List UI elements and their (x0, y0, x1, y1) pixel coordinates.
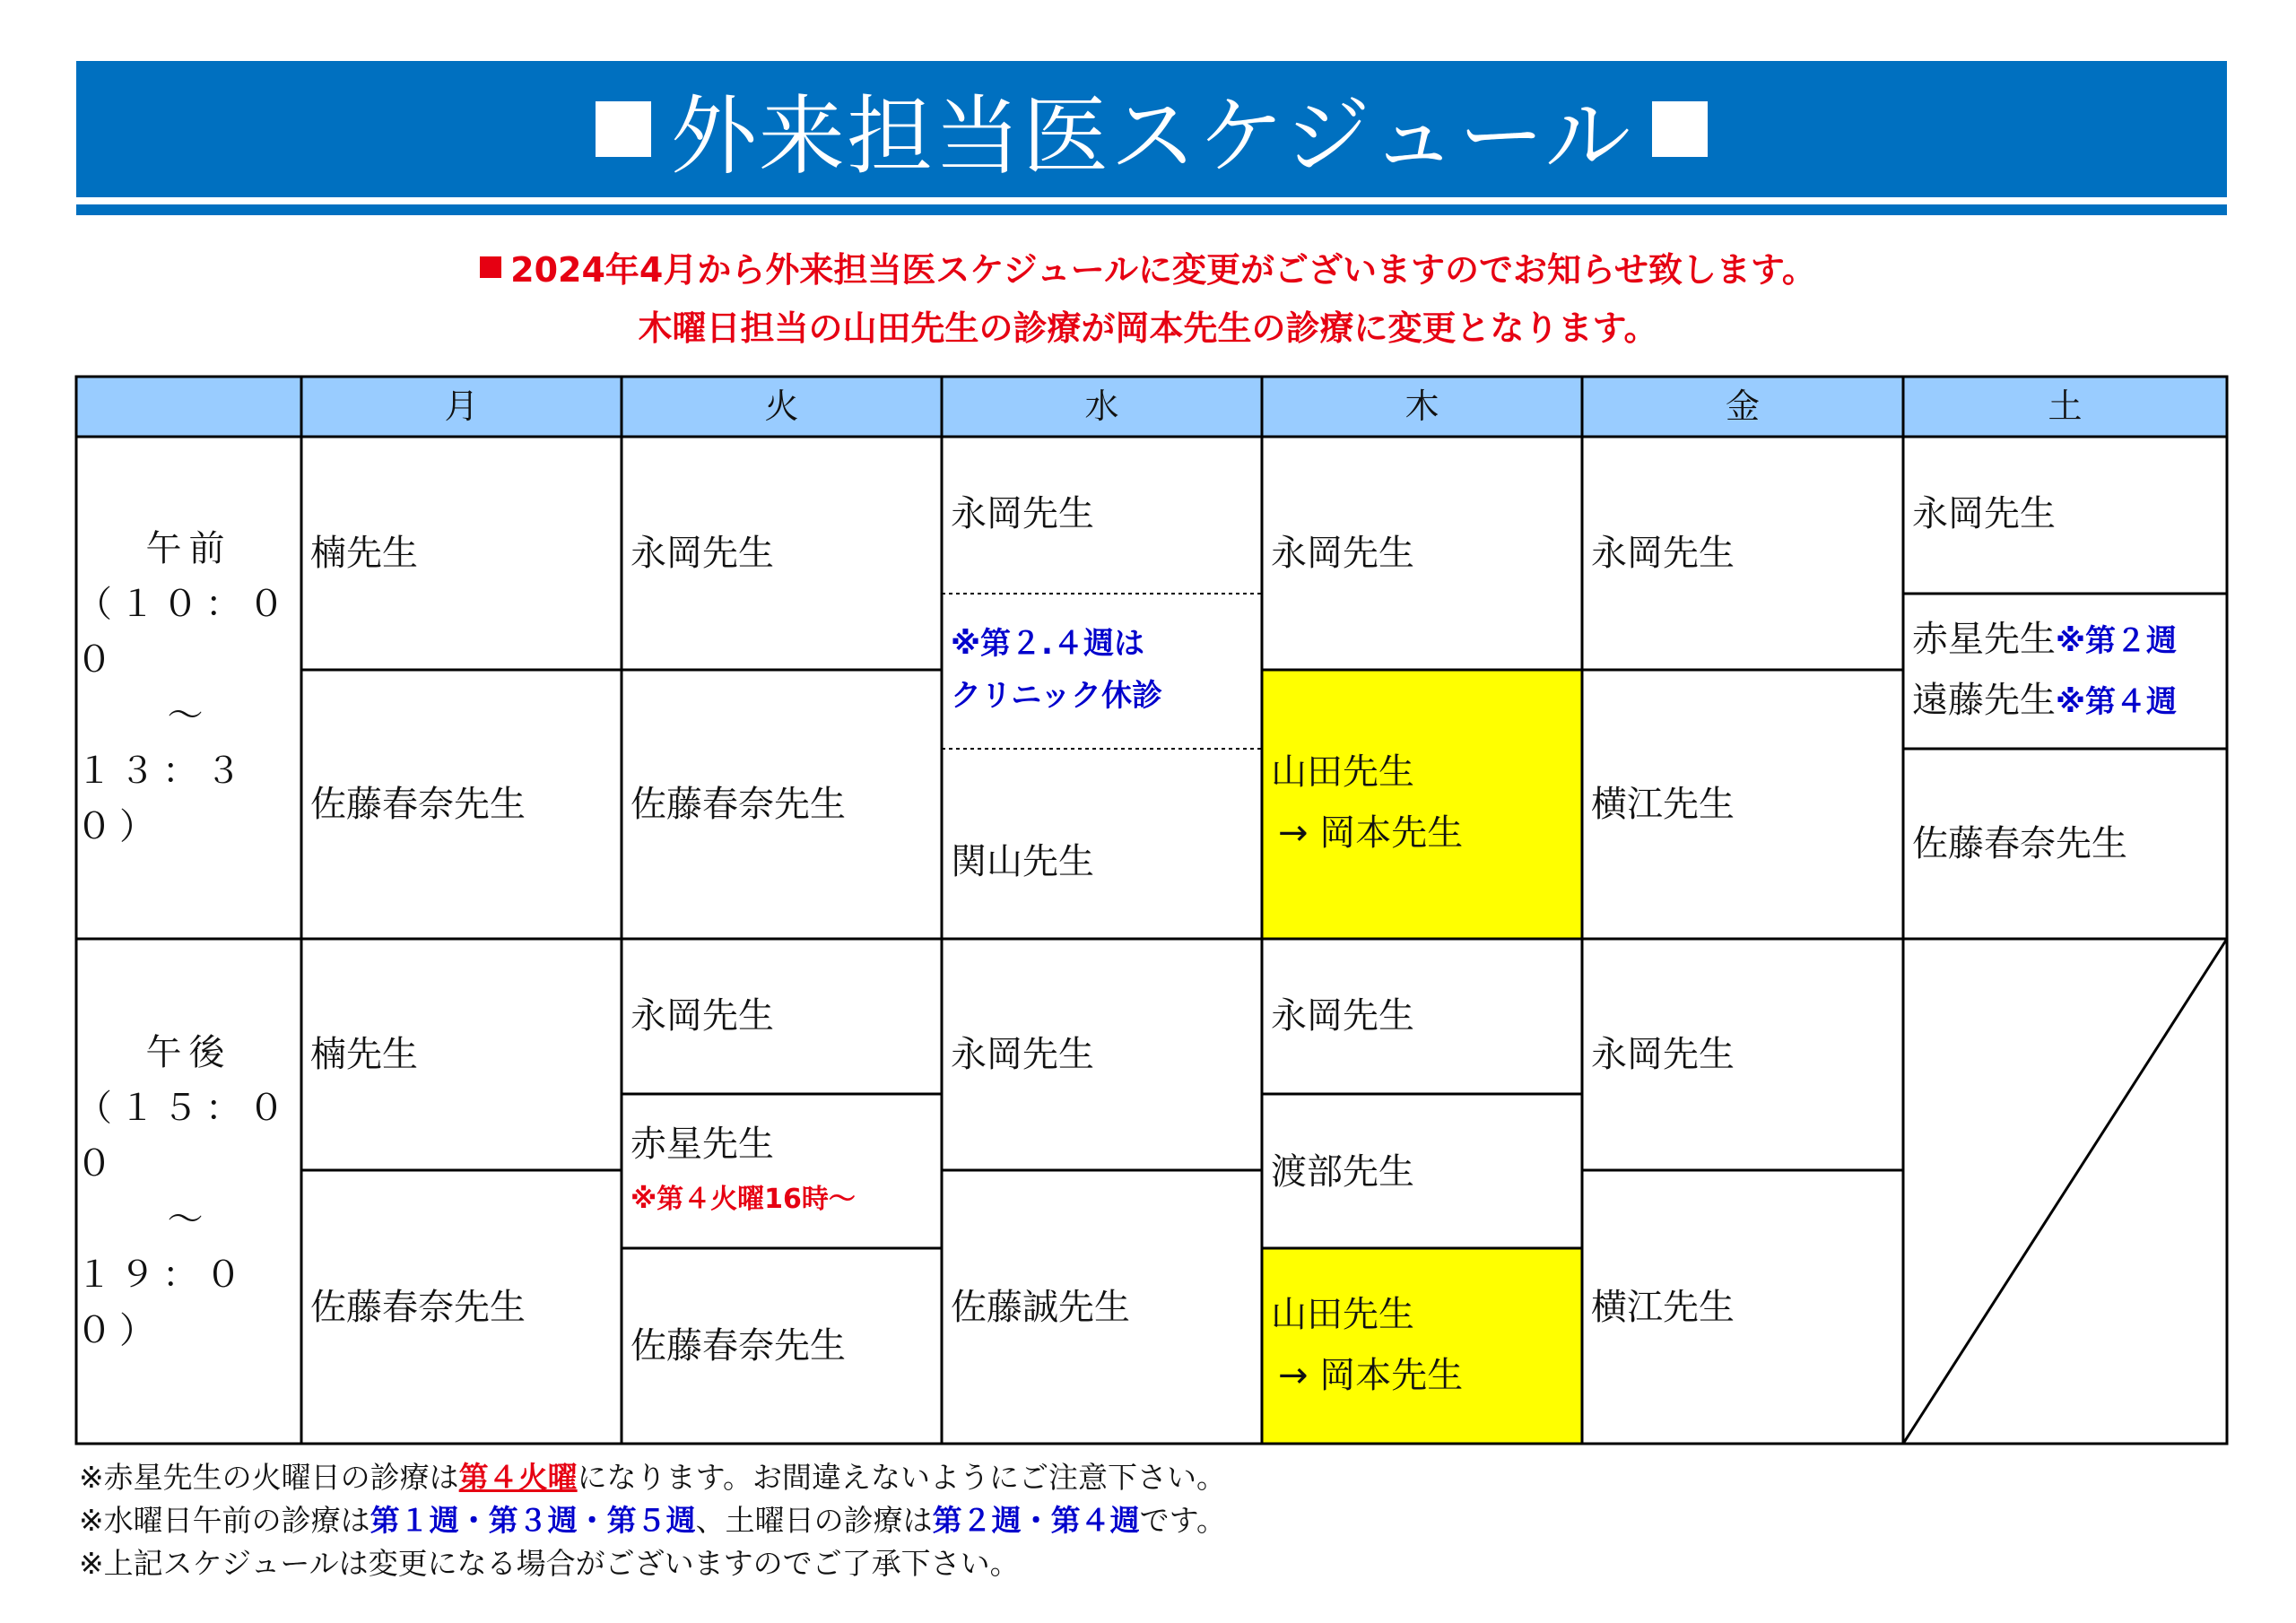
sat-am-doctor-2: 赤星先生 (1912, 619, 2056, 660)
fri-am-doctor-2: 横江先生 (1591, 784, 1735, 825)
footnote-1-c: になります。お間違えないようにご注意下さい。 (577, 1460, 1227, 1495)
period-morning-label: 午前 (145, 528, 232, 569)
mon-am-doctor-1: 楠先生 (310, 533, 418, 574)
header-day-tue: 火 (622, 377, 942, 437)
period-morning-end: １３：３０） (76, 751, 248, 847)
footnote-2 (79, 1497, 1226, 1540)
thu-pm-changed-to: → 岡本先生 (1278, 1355, 1464, 1396)
mon-pm-doctor-2: 佐藤春奈先生 (310, 1286, 526, 1328)
notice-text-2: 木曜日担当の山田先生の診療が岡本先生の診療に変更となります。 (638, 308, 1658, 348)
wed-am-doctor-1: 永岡先生 (951, 493, 1094, 534)
header-day-sat: 土 (1903, 377, 2227, 437)
sat-am-doctor-3: 遠藤先生 (1912, 680, 2056, 721)
sat-am-doctor-2-note: ※第２週 (2056, 623, 2178, 659)
mon-pm-doctor-1: 楠先生 (310, 1034, 418, 1075)
tue-pm-doctor-2-note: ※第４火曜16時～ (631, 1184, 856, 1215)
wed-am-note-line-2: クリニック休診 (951, 678, 1162, 714)
period-morning-start: （１０：００ (76, 584, 291, 681)
period-afternoon-label: 午後 (145, 1031, 232, 1073)
thu-am-changed-from: 山田先生 (1271, 751, 1414, 793)
tue-am-doctor-1: 永岡先生 (631, 533, 774, 574)
period-afternoon-tilde: ～ (167, 1198, 211, 1240)
footnote-2-c: 、土曜日の診療は (695, 1503, 933, 1538)
header-day-wed: 水 (942, 377, 1262, 437)
sat-am-doctor-1: 永岡先生 (1912, 493, 2056, 534)
period-afternoon-start: （１５：００ (76, 1087, 291, 1185)
tue-am-doctor-2: 佐藤春奈先生 (631, 784, 846, 825)
mon-am-doctor-2: 佐藤春奈先生 (310, 784, 526, 825)
page-title-text: 外来担当医スケジュール (670, 85, 1633, 187)
wed-pm-doctor-2: 佐藤誠先生 (951, 1286, 1130, 1328)
thu-pm-changed-from: 山田先生 (1271, 1294, 1414, 1335)
fri-pm-doctor-1: 永岡先生 (1591, 1034, 1735, 1075)
thu-am-doctor-1: 永岡先生 (1271, 533, 1414, 574)
footnote-1 (79, 1454, 1226, 1497)
thu-pm-doctor-2: 渡部先生 (1271, 1151, 1414, 1193)
footnote-2-d: 第２週・第４週 (932, 1503, 1140, 1538)
footnote-2-a: ※水曜日午前の診療は (79, 1503, 370, 1538)
wed-pm-doctor-1: 永岡先生 (951, 1034, 1094, 1075)
footnote-1-a: ※赤星先生の火曜日の診療は (79, 1460, 459, 1495)
sat-am-doctor-4: 佐藤春奈先生 (1912, 823, 2127, 864)
period-morning-tilde: ～ (167, 695, 211, 736)
footnote-2-b: 第１週・第３週・第５週 (370, 1503, 696, 1538)
fri-am-doctor-1: 永岡先生 (1591, 533, 1735, 574)
period-afternoon-end: １９：００） (76, 1254, 248, 1351)
sat-am-doctor-3-note: ※第４週 (2056, 684, 2178, 720)
tue-pm-doctor-3: 佐藤春奈先生 (631, 1325, 846, 1367)
wed-am-note-line-1: ※第２.４週は (951, 626, 1144, 662)
thu-am-changed-to: → 岡本先生 (1278, 812, 1464, 854)
header-day-thu: 木 (1262, 377, 1582, 437)
header-day-mon: 月 (301, 377, 622, 437)
footnote-1-b: 第４火曜 (458, 1460, 578, 1495)
notice-text-1: 2024年4月から外来担当医スケジュールに変更がございますのでお知らせ致します。 (510, 250, 1816, 290)
thu-pm-doctor-1: 永岡先生 (1271, 995, 1414, 1037)
tue-pm-doctor-1: 永岡先生 (631, 995, 774, 1037)
header-day-fri: 金 (1582, 377, 1903, 437)
footnote-3: ※上記スケジュールは変更になる場合がございますのでご了承下さい。 (79, 1546, 1020, 1581)
wed-am-doctor-2: 関山先生 (951, 841, 1094, 882)
tue-pm-doctor-2: 赤星先生 (631, 1124, 774, 1165)
footnote-2-e: です。 (1139, 1503, 1227, 1538)
fri-pm-doctor-2: 横江先生 (1591, 1286, 1735, 1328)
